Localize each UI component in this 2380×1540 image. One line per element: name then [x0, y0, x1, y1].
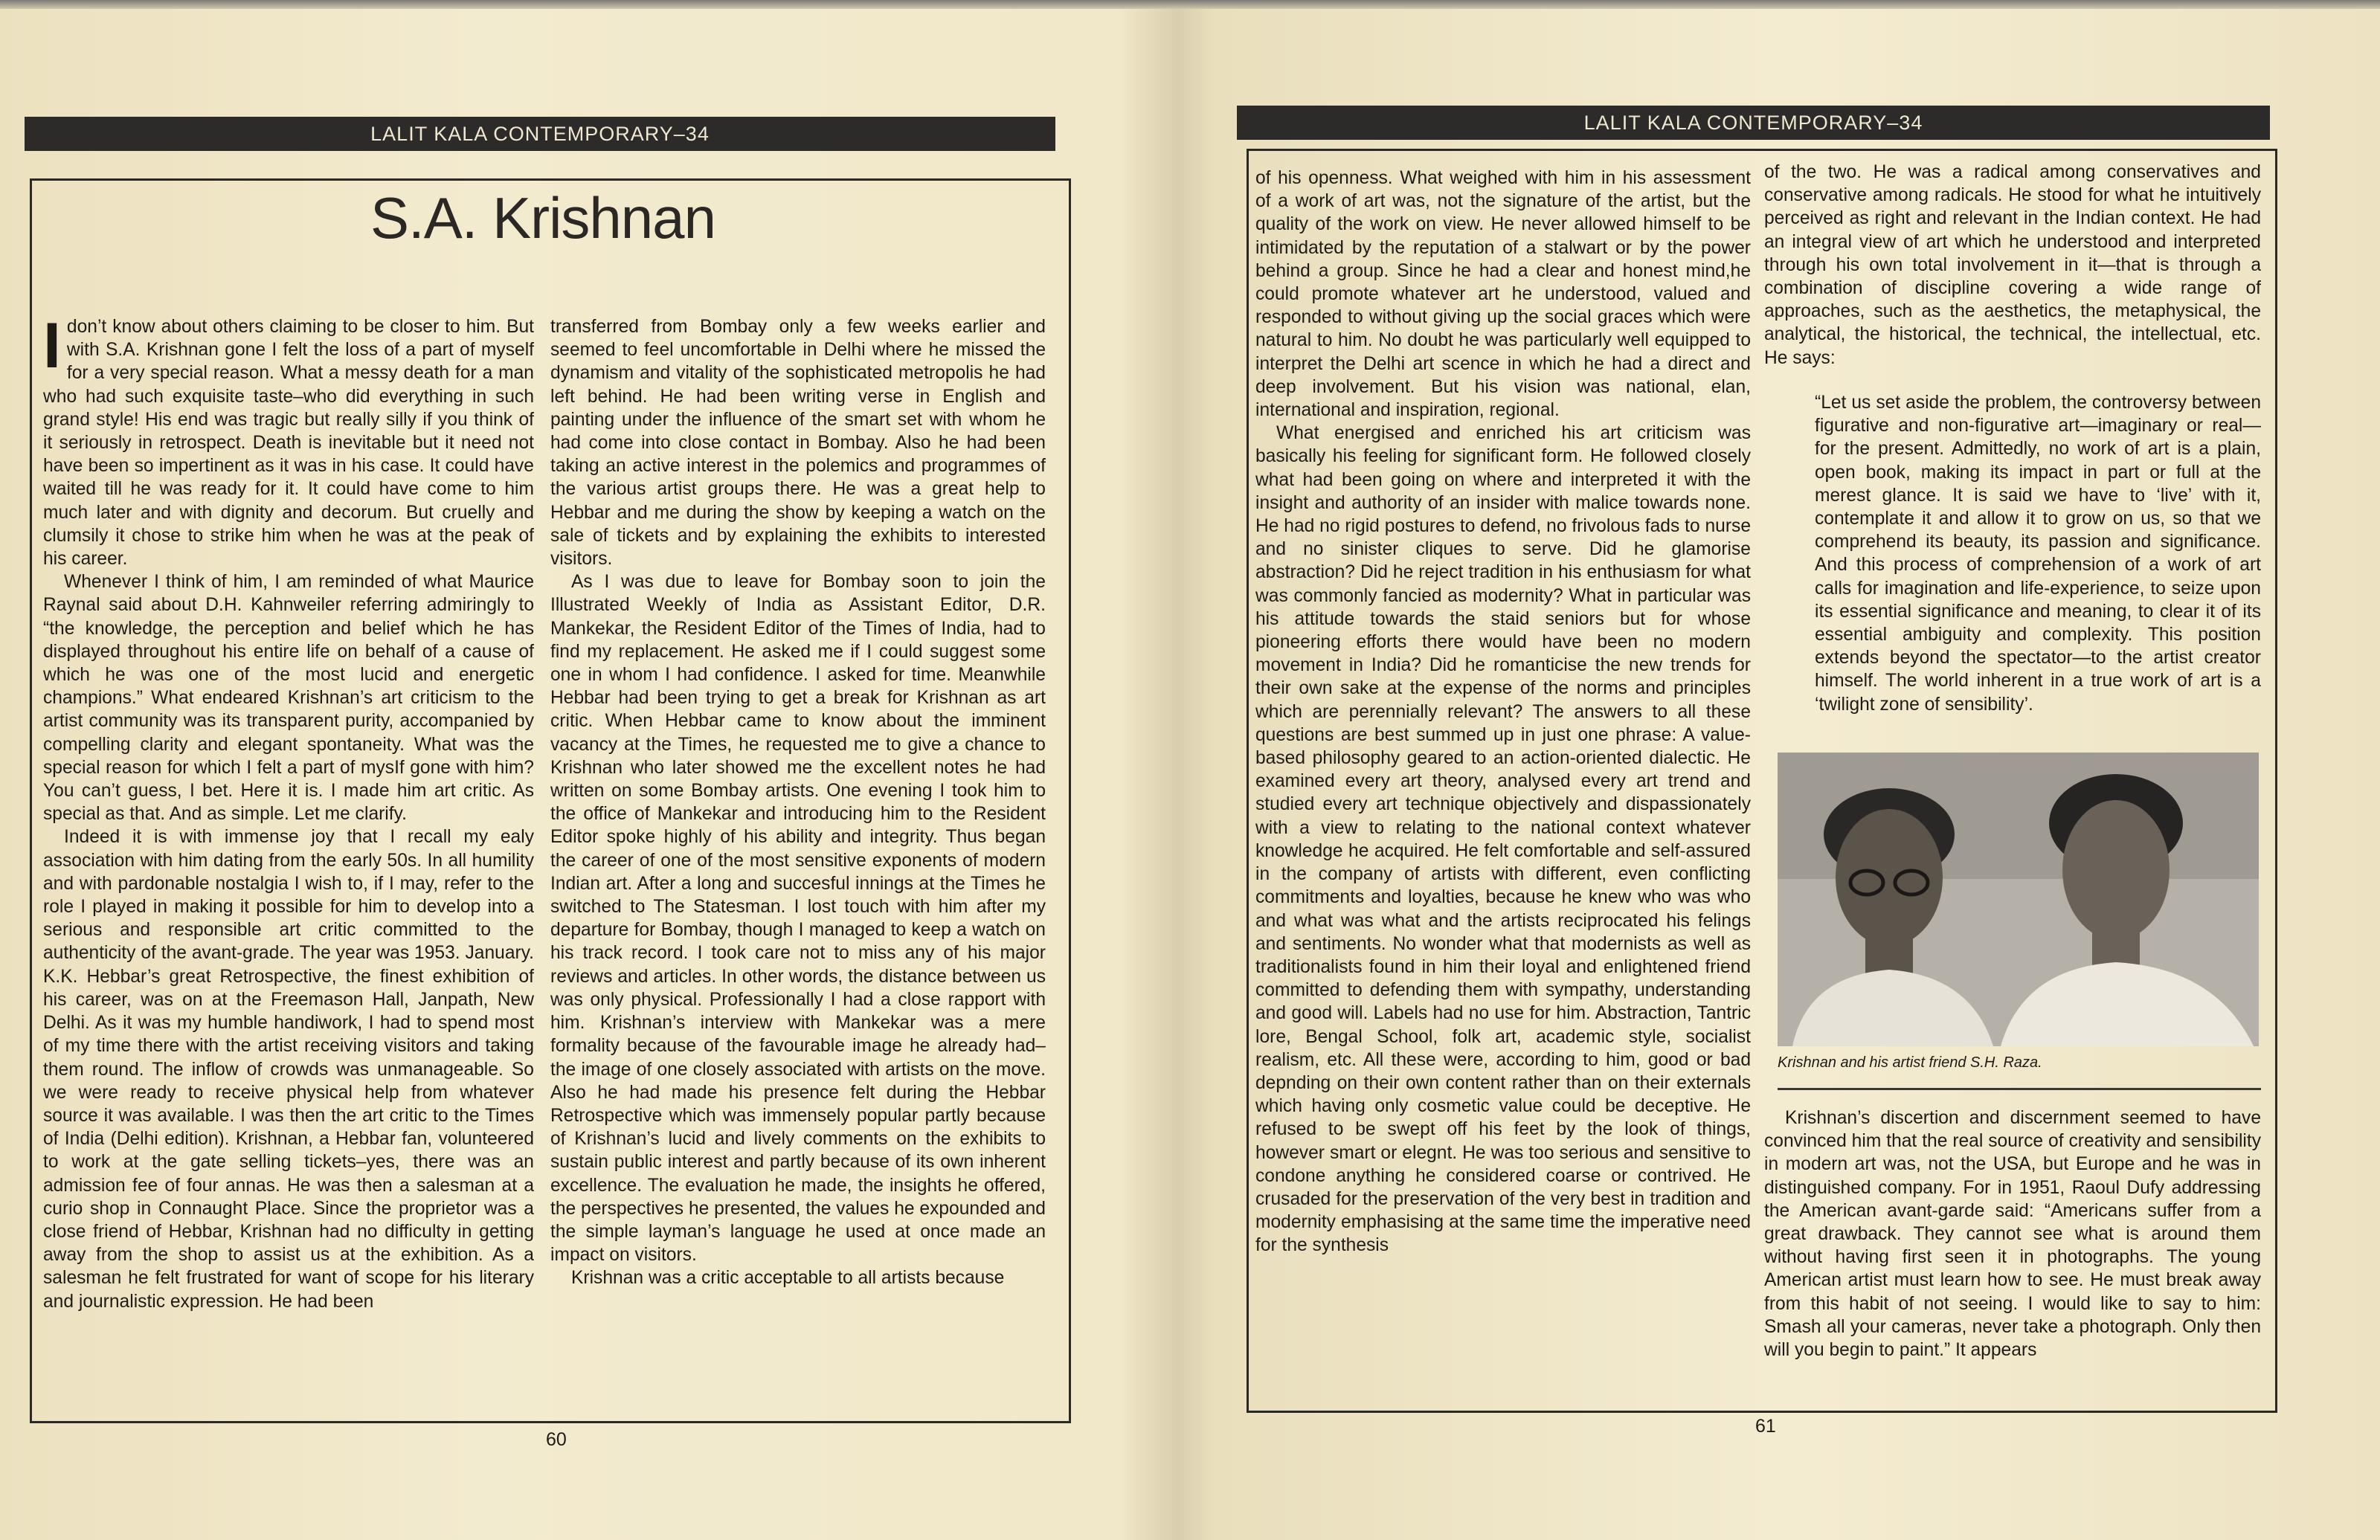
page-number: 60 [546, 1429, 567, 1450]
paragraph: of the two. He was a radical among conservatives and conservative among radicals. He stood for what he intuitively perceived as right and relevant in the Indian context. He had an integral view of art which he understood and interpreted through his own total involvement in it—that is through a combination of discipline covering a wide range of approaches, such as the aesthetics, the metaphysical, the analytical, the historical, the technical, the intellectual, etc. He says: [1764, 162, 2261, 368]
left-page [0, 0, 1160, 1540]
paragraph: What energised and enriched his art criticism was basically his feeling for significant form. He followed closely what had been going on where and interpreted it with the insight and authority of an insider with malice towards none. He had no rigid postures to defend, no frivolous fads to nurse and no sinister cliques to serve. Did he glamorise abstraction? Did he reject tradition in his enthusiasm for what was commonly fancied as modernity? What in particular was his attitude towards the staid seniors but for whose pioneering efforts there would have been no modern movement in India? Did he romanticise the new trends for their own sake at the expense of the norms and principles which are perennially relevant? The answers to all these questions are best summed up in just one phrase: A value-based philosophy geared to an action-oriented dialectic. He examined every art theory, analysed every art trend and studied every art technique objectively and dispassionately with a view to relating to the national context whatever knowledge he acquired. He felt comfortable and self-assured in the company of artists with different, even conflicting commitments and loyalties, because he knew who was who and what was what and the artists reciprocated his felings and sentiments. No wonder what that modernists as well as traditionalists found in him their loyal and enlightened friend committed to defending them with sympathy, understanding and good will. Labels had no use for him. Abstraction, Tantric lore, Bengal School, folk art, academic style, socialist realism, etc. All these were, according to him, good or bad depnding on their own content rather than on their externals which having only cosmetic value could be deceptive. He refused to be swept off his feet by the look of things, however smart or elegnt. He was too serious and sensitive to condone anything he considered coarse or contrived. He crusaded for the preservation of the very best in tradition and modernity emphasising at the same time the imperative need for the synthesis [1255, 423, 1751, 1256]
paragraph: Krishnan was a critic acceptable to all artists because [571, 1268, 1005, 1289]
right-page [1205, 0, 2380, 1540]
right-column-1 [1255, 167, 1751, 1257]
paragraph: Krishnan’s discertion and discernment seemed to have convinced him that the real source of creativity and sensibility in modern art was, not the USA, but Europe and he was in distinguished company. For in 1951, Raoul Dufy addressing the American avant-garde said: “Americans suffer from a great drawback. They cannot see what is around them without having first seen it in photographs. The young American artist must learn how to see. He must break away from this habit of not seeing. I would like to say to him: Smash all your cameras, never take a photograph. Only then will you begin to paint.” It appears [1764, 1108, 2261, 1361]
block-quote: “Let us set aside the problem, the controversy between figurative and non-figurative art—imaginary or real—for the present. Admittedly, no work of art is a plain, open book, making its impact in part or full at the merest glance. It is said we have to ‘live’ with it, contemplate it and allow it to grow on us, so that we comprehend its beauty, its passion and significance. And this process of comprehension of a work of art calls for imagination and life-experience, to seize upon its essential significance and meaning, to clear it of its essential ambiguity and complexity. This position extends beyond the spectator—to the artist creator himself. The world inherent in a true work of art is a ‘twilight zone of sensibility’. [1815, 393, 2261, 715]
page-number: 61 [1755, 1416, 1776, 1437]
right-column-2-bottom [1764, 1106, 2261, 1362]
portrait-photograph [1778, 753, 2259, 1046]
right-column-2-top [1764, 161, 2261, 370]
running-header: LALIT KALA CONTEMPORARY–34 [1237, 106, 2270, 140]
left-column-2 [550, 315, 1046, 1290]
paragraph: Indeed it is with immense joy that I recall my ealy association with him dating from the early 50s. In all humility and with pardonable nostalgia I wish to, if I may, refer to the role I played in making it possible for him to develop into a serious and responsible art critic committed to the authenticity of the avant-grade. The year was 1953. January. K.K. Hebbar’s great Retrospective, the finest exhibition of his career, was on at the Freemason Hall, Janpath, New Delhi. As it was my humble handiwork, I had to spend most of my time there with the artist receiving visitors and taking them round. The inflow of crowds was unmanageable. So we were ready to receive physical help from whatever source it was available. I was then the art critic to the Times of India (Delhi edition). Krishnan, a Hebbar fan, volunteered to work at the gate selling tickets–yes, there was an admission fee of four annas. He was then a salesman at a curio shop in Connaught Place. Since the proprietor was a close friend of Hebbar, Krishnan had no difficulty in getting away from the shop to assist us at the exhibition. As a salesman he felt frustrated for want of scope for his literary and journalistic expression. He had been [43, 827, 534, 1312]
drop-cap: I [43, 310, 61, 381]
paragraph: transferred from Bombay only a few weeks earlier and seemed to feel uncomfortable in Delhi where he missed the dynamism and vitality of the sophisticated metropolis he had left behind. He had been writing verse in English and painting under the influence of the smart set with whom he had come into close contact in Bombay. Also he had been taking an active interest in the polemics and programmes of the various artist groups there. He was a great help to Hebbar and me during the show by keeping a watch on the sale of tickets and by explaining the exhibits to interested visitors. [550, 317, 1046, 570]
left-column-1 [43, 310, 534, 1313]
running-header: LALIT KALA CONTEMPORARY–34 [25, 117, 1055, 151]
photo-illustration [1778, 753, 2259, 1046]
divider-rule [1778, 1088, 2261, 1090]
photo-caption: Krishnan and his artist friend S.H. Raza. [1778, 1054, 2042, 1071]
article-title: S.A. Krishnan [370, 185, 715, 251]
paragraph: Whenever I think of him, I am reminded of what Maurice Raynal said about D.H. Kahnweiler referring admiringly to “the knowledge, the perception and belief which he has displayed throughout his entire life on behalf of a cause of which he was one of the most lucid and energetic champions.” What endeared Krishnan’s art criticism to the artist community was its transparent purity, accompanied by compelling clarity and elegant spontaneity. What was the special reason for which I felt a part of mysIf gone with him? You can’t guess, I bet. Here it is. I made him art critic. As special as that. And as simple. Let me clarify. [43, 572, 534, 825]
paragraph: As I was due to leave for Bombay soon to join the Illustrated Weekly of India as Assistant Editor, D.R. Mankekar, the Resident Editor of the Times of India, had to find my replacement. He asked me if I could suggest some one in whom I had confidence. I asked for time. Meanwhile Hebbar had been trying to get a break for Krishnan as art critic. When Hebbar came to know about the imminent vacancy at the Times, he requested me to give a chance to Krishnan who later showed me the excellent notes he had written on some Bombay artists. One evening I took him to the office of Mankekar and introducing him to the Resident Editor spoke highly of his ability and integrity. Thus began the career of one of the most sensitive exponents of modern Indian art. After a long and succesful innings at the Times he switched to The Statesman. I lost touch with him after my departure for Bombay, though I managed to keep a watch on his track record. I took care not to miss any of his major reviews and articles. In other words, the distance between us was only physical. Professionally I had a close rapport with him. Krishnan’s interview with Mankekar was a mere formality because of the favourable image he already had–the image of one closely associated with artists on the move. Also he had made his presence felt during the Hebbar Retrospective which was immensely popular partly because of Krishnan’s lucid and lively comments on the exhibits to sustain public interest and partly because of its own inherent excellence. The evaluation he made, the insights he offered, the perspectives he presented, the values he expounded and the simple layman’s language he used at once made an impact on visitors. [550, 572, 1046, 1266]
paragraph: of his openness. What weighed with him in his assessment of a work of art was, not the signature of the artist, but the quality of the work on view. He never allowed himself to be intimidated by the reputation of a stalwart or by the power behind a group. Since he had a clear and honest mind,he could promote whatever art he understood, valued and responded to without giving up the social graces which were natural to him. No doubt he was particularly well equipped to interpret the Delhi art scence in which he had a direct and deep involvement. But his vision was national, elan, international and inspiration, regional. [1255, 168, 1751, 421]
opening-paragraph: Idon’t know about others claiming to be closer to him. But with S.A. Krishnan gone I felt the loss of a part of myself for a very special reason. What a messy death for a man who had such exquisite taste–who did everything in such grand style! His end was tragic but really silly if you think of it seriously in retrospect. Death is inevitable but it need not have been so impertinent as it was in his case. It could have waited till he was ready for it. It could have come to him much later and with dignity and decorum. But cruelly and clumsily it chose to strike him when he was at the peak of his career. [43, 310, 534, 570]
